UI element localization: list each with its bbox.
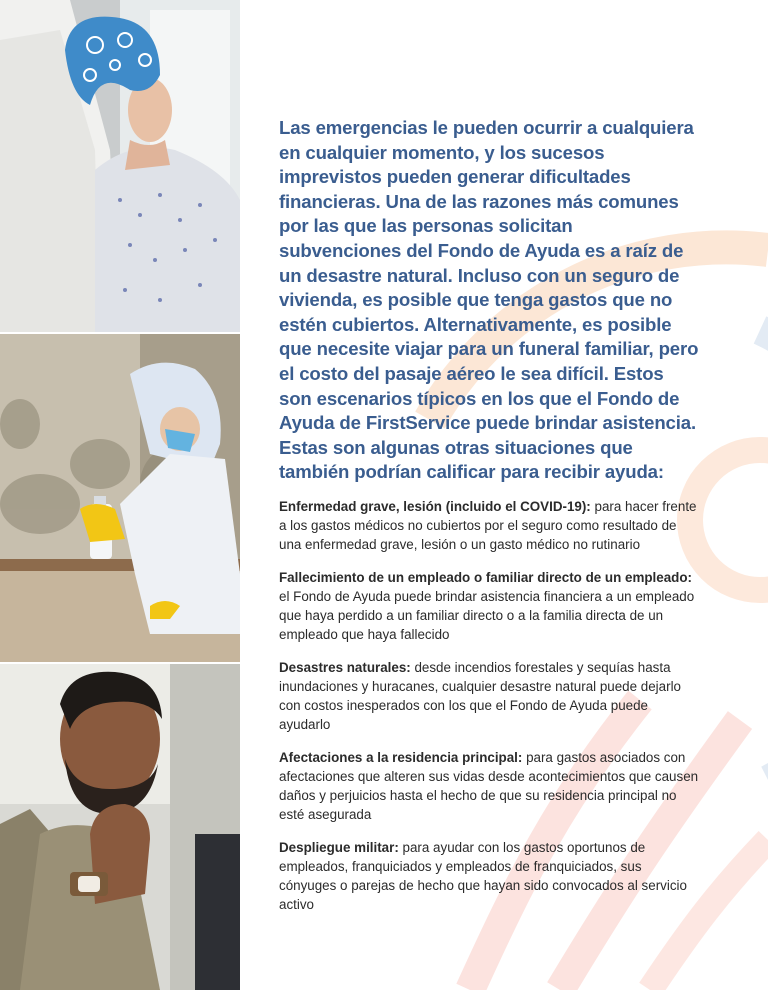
item-text: para hacer frente a los gastos médicos no cubiertos por el seguro como resultado de una enfermedad grave, lesión o un gasto médico no rutinario [279, 498, 697, 552]
worried-man-photo [0, 664, 240, 990]
list-item [279, 658, 699, 734]
list-item [279, 497, 699, 554]
item-term: Enfermedad grave, lesión (incluido el COVID-19): [279, 498, 591, 514]
item-term: Afectaciones a la residencia principal: [279, 749, 523, 765]
item-term: Fallecimiento de un empleado o familiar directo de un empleado: [279, 569, 692, 585]
intro-paragraph: Las emergencias le pueden ocurrir a cualquiera en cualquier momento, y los sucesos imprevistos pueden generar dificultades financieras. Una de las razones más comunes por las que las personas solicitan subvenciones del Fondo de Ayuda es a raíz de un desastre natural. Incluso con un seguro de vivienda, es posible que tenga gastos que no estén cubiertos. Alternativamente, es posible que necesite viajar para un funeral familiar, pero el costo del pasaje aéreo le sea difícil. Estos son escenarios típicos en los que el Fondo de Ayuda de FirstService puede brindar asistencia. Estas son algunas otras situaciones que también podrían calificar para recibir ayuda: [279, 117, 699, 483]
list-item [279, 568, 699, 644]
list-item [279, 838, 699, 914]
item-text: para gastos asociados con afectaciones que alteren sus vidas desde acontecimientos que causen daños y perjuicios hasta el hecho de que su residencia principal no esté asegurada [279, 749, 699, 822]
item-term: Despliegue militar: [279, 839, 399, 855]
item-text: el Fondo de Ayuda puede brindar asistencia financiera a un empleado que haya perdido a un familiar directo o a la familia directa de un empleado que haya fallecido [279, 588, 695, 642]
photo-column [0, 0, 240, 990]
item-text: para ayudar con los gastos oportunos de empleados, franquiciados y empleados de franquiciados, sus cónyuges o parejas de hecho que hayan sido convocados al servicio activo [279, 839, 687, 912]
item-text: desde incendios forestales y sequías hasta inundaciones y huracanes, cualquier desastre natural puede dejarlo con costos inesperados con los que el Fondo de Ayuda puede ayudarlo [279, 659, 681, 732]
mold-cleaning-worker-photo [0, 334, 240, 662]
hospital-patient-photo [0, 0, 240, 332]
main-content [279, 116, 699, 928]
list-item [279, 748, 699, 824]
item-term: Desastres naturales: [279, 659, 411, 675]
